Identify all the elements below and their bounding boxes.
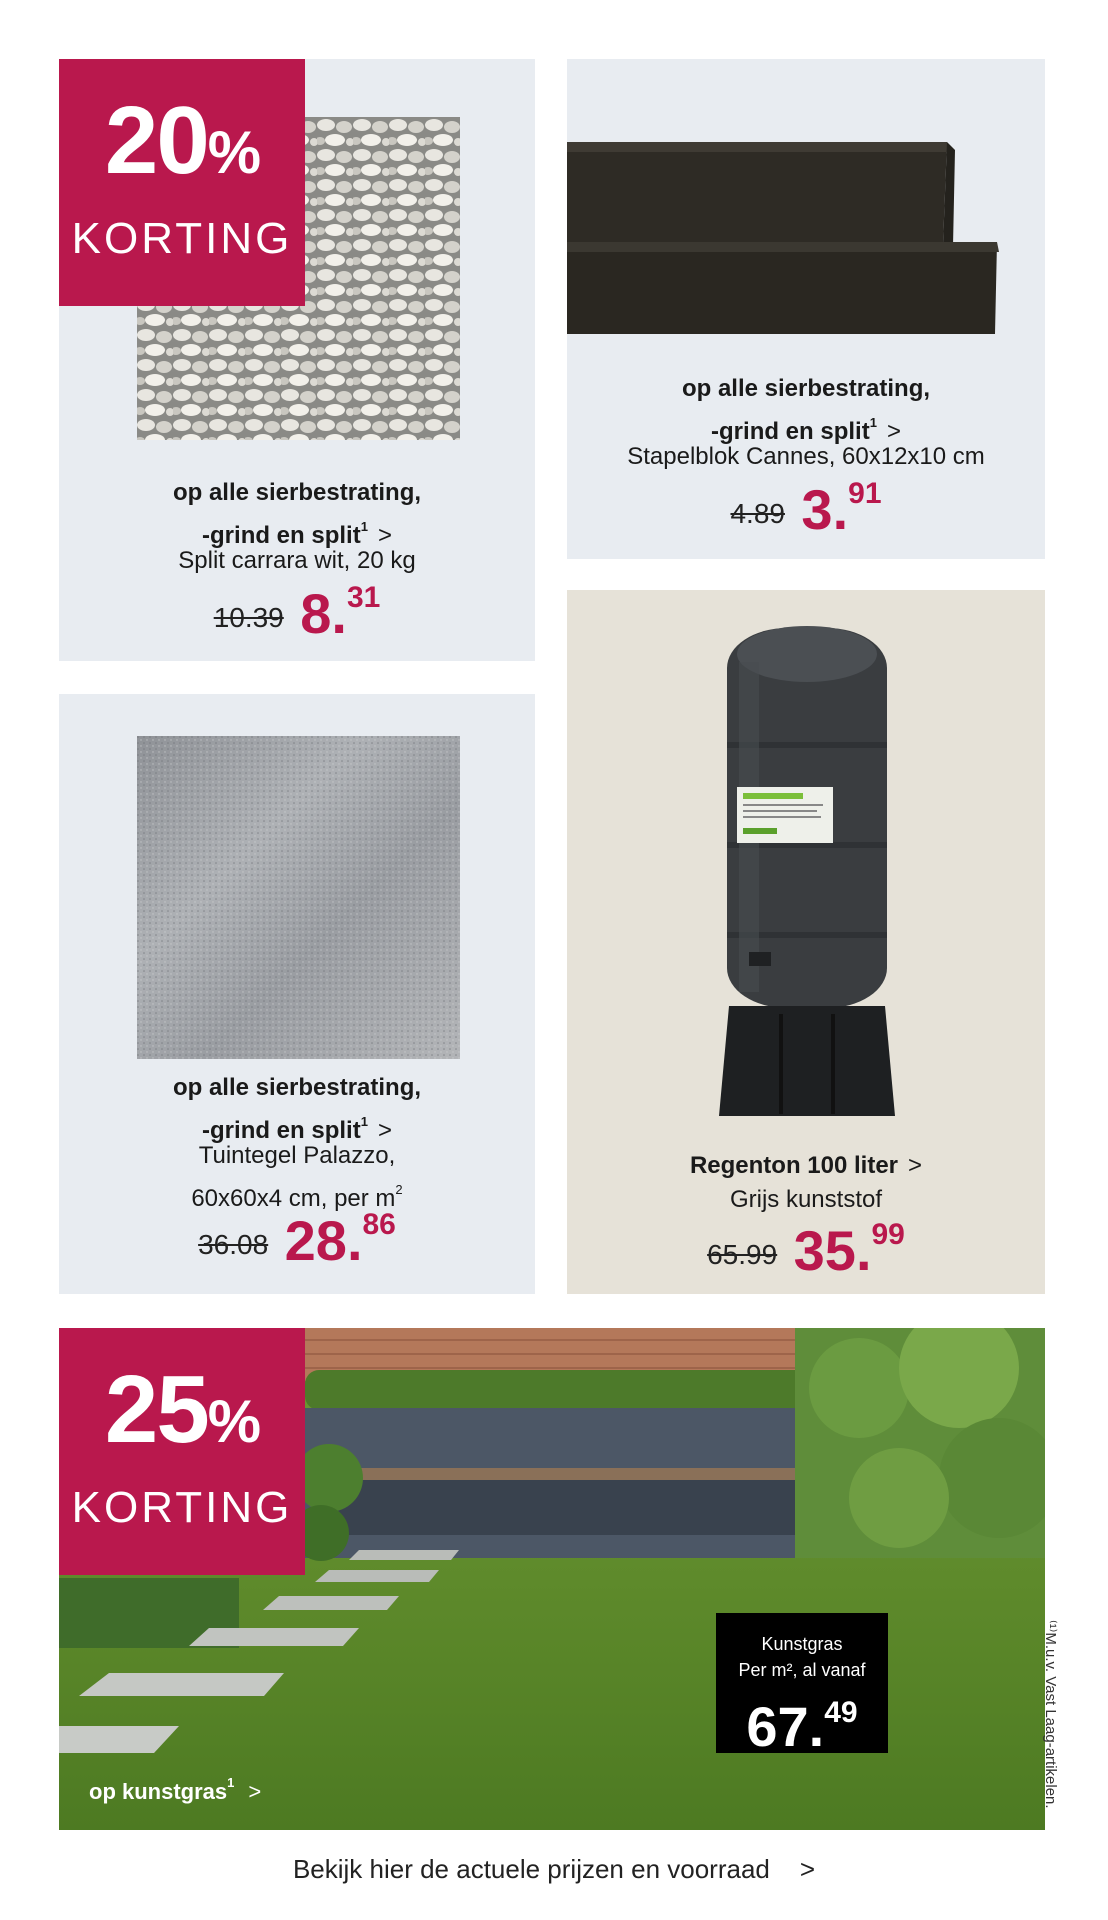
badge-percent-sign: % <box>207 1388 260 1455</box>
stapelblok-image <box>567 142 1007 342</box>
price-dec: 49 <box>824 1696 858 1729</box>
price-dec: 31 <box>346 581 381 614</box>
card-title[interactable] <box>59 1071 535 1148</box>
new-price: 8.31 <box>300 581 381 645</box>
chevron-right-icon: > <box>377 1117 392 1144</box>
price-block <box>567 477 1045 542</box>
link-label: op kunstgras <box>89 1779 228 1804</box>
price-block <box>59 1208 535 1273</box>
title-text: Regenton 100 liter <box>689 1152 899 1179</box>
badge-percent: 25 <box>104 1356 208 1463</box>
chevron-right-icon: > <box>799 1854 816 1884</box>
footer-link[interactable] <box>0 1854 1108 1885</box>
product-name: Split carrara wit, 20 kg <box>178 547 416 574</box>
title-line-1: op alle sierbestrating, <box>681 375 931 402</box>
product-name: Stapelblok Cannes, 60x12x10 cm <box>627 443 985 470</box>
product-card-regenton[interactable] <box>567 590 1045 1294</box>
price-int: 8 <box>300 582 332 645</box>
price-int: 35 <box>793 1219 856 1282</box>
price-int: 3 <box>801 478 833 541</box>
discount-badge-25 <box>59 1328 305 1575</box>
title-line-2: -grind en split <box>202 522 361 549</box>
title-line-2: -grind en split <box>711 418 870 445</box>
badge-label: KORTING <box>71 214 293 263</box>
footnote-marker: 1 <box>227 1775 235 1790</box>
footer-label: Bekijk hier de actuele prijzen en voorraad <box>292 1854 770 1884</box>
new-price: 35.99 <box>793 1218 905 1282</box>
price-dec: 99 <box>871 1218 905 1251</box>
product-card-split-carrara[interactable] <box>59 59 535 661</box>
badge-percent-sign: % <box>207 119 260 186</box>
promo-banner-kunstgras[interactable] <box>59 1328 1045 1830</box>
kunstgras-link[interactable] <box>89 1775 261 1805</box>
title-line-1: op alle sierbestrating, <box>172 1074 422 1101</box>
chevron-right-icon: > <box>248 1779 262 1804</box>
price-block <box>59 581 535 646</box>
footnote-marker: 1 <box>360 1114 368 1129</box>
price-int: 67 <box>746 1695 809 1758</box>
price-dec: 91 <box>848 477 882 510</box>
product-card-tuintegel[interactable] <box>59 694 535 1294</box>
discount-badge-20 <box>59 59 305 306</box>
old-price: 10.39 <box>213 602 284 633</box>
title-line-2: -grind en split <box>202 1117 361 1144</box>
price-block <box>567 1218 1045 1283</box>
footnote-marker: 1 <box>869 415 877 430</box>
footnote-vertical: ⁽¹⁾M.u.v. Vast Laag-artikelen. <box>1042 1620 1059 1809</box>
chevron-right-icon: > <box>908 1152 923 1179</box>
product-line-2: 60x60x4 cm, per m <box>191 1185 396 1212</box>
rain-barrel-image <box>719 622 895 1122</box>
unit-superscript: 2 <box>395 1182 403 1197</box>
card-title[interactable] <box>59 476 535 553</box>
product-card-stapelblok[interactable] <box>567 59 1045 559</box>
price-dec: 86 <box>362 1208 396 1241</box>
price-tag-amount: 67.49 <box>746 1695 858 1758</box>
old-price: 4.89 <box>730 498 785 529</box>
title-line-1: op alle sierbestrating, <box>172 479 422 506</box>
price-tag-kunstgras <box>716 1613 888 1758</box>
chevron-right-icon: > <box>886 418 901 445</box>
product-name: Grijs kunststof <box>729 1186 883 1213</box>
badge-label: KORTING <box>71 1483 293 1532</box>
footnote-marker: 1 <box>360 519 368 534</box>
tile-image <box>137 736 460 1059</box>
new-price: 28.86 <box>284 1208 396 1272</box>
badge-percent: 20 <box>104 87 208 194</box>
old-price: 65.99 <box>707 1239 778 1270</box>
product-line-1: Tuintegel Palazzo, <box>198 1142 396 1169</box>
card-title[interactable] <box>567 372 1045 449</box>
price-tag-line-1: Kunstgras <box>761 1634 843 1654</box>
old-price: 36.08 <box>198 1229 269 1260</box>
chevron-right-icon: > <box>377 522 392 549</box>
new-price: 3.91 <box>801 477 882 541</box>
price-tag-line-2: Per m², al vanaf <box>738 1660 866 1680</box>
card-title[interactable] <box>567 1149 1045 1183</box>
product-name <box>59 1139 535 1216</box>
price-int: 28 <box>284 1209 347 1272</box>
